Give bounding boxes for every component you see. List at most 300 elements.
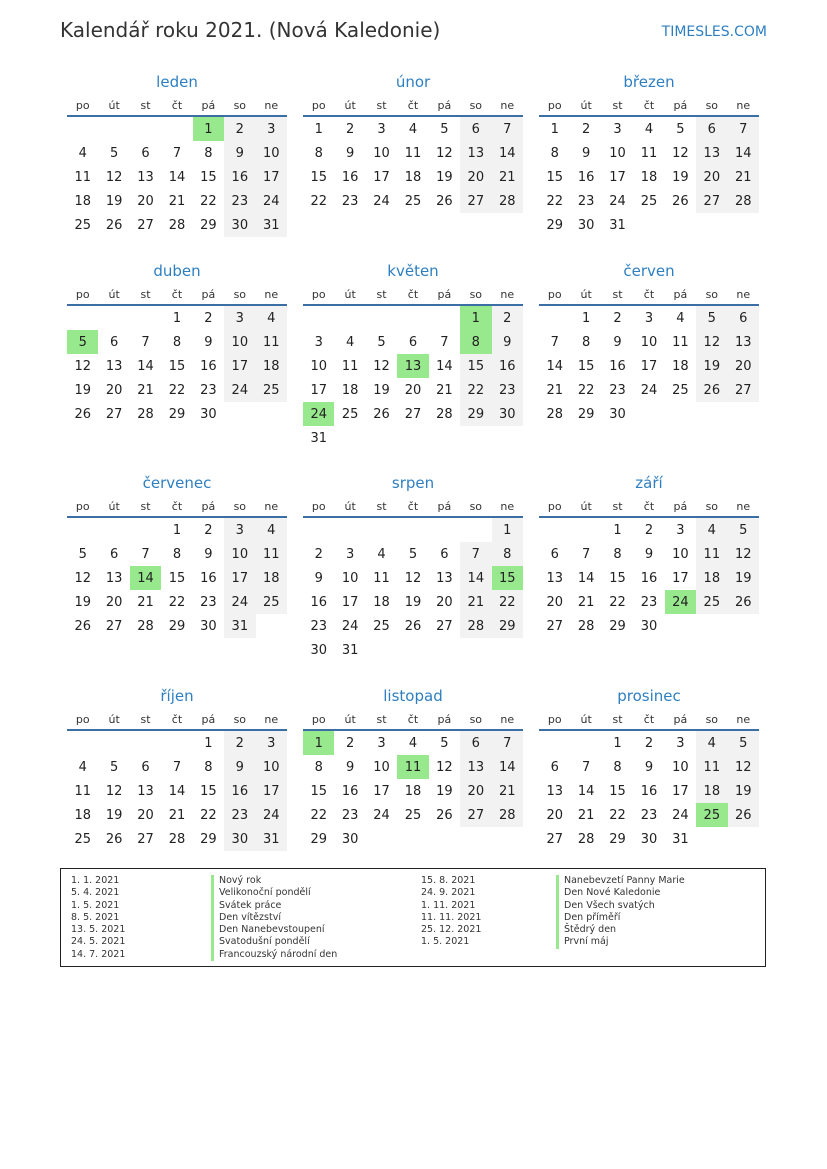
day-cell: 20	[696, 165, 727, 189]
day-cell: 27	[105, 406, 123, 422]
day-cell: 7	[141, 334, 150, 350]
day-cell: 16	[224, 165, 255, 189]
day-cell: 30	[609, 406, 626, 422]
day-cell: 27	[546, 618, 563, 634]
day-cell: 31	[256, 213, 287, 237]
weekday-label: st	[612, 713, 623, 726]
day-cell: 28	[460, 614, 491, 638]
day-cell: 18	[696, 779, 727, 803]
day-cell: 5	[440, 121, 449, 137]
day-cell: 14	[436, 358, 453, 374]
month-name: srpen	[391, 474, 435, 492]
day-cell: 21	[137, 594, 154, 610]
day-cell: 29	[200, 831, 217, 847]
day-cell: 26	[436, 193, 453, 209]
day-cell: 28	[137, 618, 154, 634]
day-cell: 22	[460, 378, 491, 402]
month-block	[539, 73, 759, 237]
day-cell: 2	[613, 310, 622, 326]
day-cell: 28	[492, 189, 523, 213]
day-cell: 10	[609, 145, 626, 161]
day-cell: 13	[546, 570, 563, 586]
day-cell: 22	[200, 193, 217, 209]
day-cell: 2	[581, 121, 591, 137]
day-cell: 1	[581, 310, 591, 326]
day-cell: 19	[74, 594, 91, 610]
day-cell: 7	[440, 334, 449, 350]
day-cell: 26	[74, 618, 91, 634]
day-cell: 14	[168, 783, 186, 799]
empty-cell	[366, 306, 397, 330]
day-cell: 11	[696, 542, 727, 566]
legend-holiday-name: První máj	[556, 936, 685, 948]
day-cell: 30	[341, 831, 359, 847]
weekday-label: po	[547, 288, 562, 301]
day-cell: 19	[74, 382, 91, 398]
day-cell: 31	[672, 831, 689, 847]
day-cell: 9	[314, 570, 323, 586]
weekday-label: čt	[171, 288, 183, 301]
weekday-label: so	[233, 713, 247, 726]
weekday-label: ne	[500, 713, 515, 726]
day-cell: 18	[696, 566, 727, 590]
weekday-label: st	[140, 288, 151, 301]
day-cell: 1	[204, 735, 213, 751]
day-cell: 17	[256, 779, 287, 803]
weekday-label: pá	[437, 99, 452, 112]
day-cell: 23	[224, 189, 255, 213]
month-name: únor	[395, 73, 431, 91]
day-cell: 11	[373, 570, 390, 586]
day-cell: 5	[377, 334, 386, 350]
day-cell: 2	[345, 121, 355, 137]
weekday-label: čt	[643, 500, 655, 513]
day-cell: 11	[341, 358, 359, 374]
legend-date: 24. 9. 2021	[421, 887, 476, 899]
day-cell: 10	[256, 141, 287, 165]
weekday-label: pá	[673, 713, 688, 726]
holiday-day-cell: 1	[460, 306, 491, 330]
day-cell: 21	[577, 807, 595, 823]
legend-holiday-name: Den příměří	[556, 912, 685, 924]
day-cell: 10	[672, 759, 689, 775]
day-cell: 20	[546, 594, 563, 610]
day-cell: 22	[609, 594, 626, 610]
weekday-label: út	[344, 99, 356, 112]
day-cell: 10	[672, 546, 689, 562]
day-cell: 8	[314, 145, 323, 161]
day-cell: 29	[168, 618, 186, 634]
day-cell: 3	[256, 117, 287, 141]
day-cell: 3	[676, 735, 685, 751]
day-cell: 13	[728, 330, 759, 354]
day-cell: 2	[492, 306, 523, 330]
day-cell: 12	[436, 145, 453, 161]
day-cell: 9	[644, 546, 654, 562]
day-cell: 17	[672, 570, 689, 586]
day-cell: 31	[310, 430, 327, 446]
legend-date: 14. 7. 2021	[71, 948, 126, 960]
day-cell: 25	[74, 831, 91, 847]
day-cell: 30	[492, 402, 523, 426]
day-cell: 2	[224, 117, 255, 141]
day-cell: 8	[314, 759, 323, 775]
day-cell: 19	[105, 193, 123, 209]
day-cell: 17	[310, 382, 327, 398]
day-cell: 8	[172, 546, 182, 562]
day-cell: 25	[256, 378, 287, 402]
day-cell: 28	[168, 831, 186, 847]
day-cell: 22	[168, 382, 186, 398]
weekday-label: čt	[407, 99, 419, 112]
day-cell: 19	[404, 594, 422, 610]
day-cell: 15	[168, 358, 186, 374]
weekday-label: so	[705, 99, 719, 112]
day-cell: 21	[168, 193, 186, 209]
weekday-label: so	[233, 99, 247, 112]
weekday-label: po	[547, 99, 562, 112]
weekday-label: čt	[171, 99, 183, 112]
day-cell: 12	[696, 330, 727, 354]
day-cell: 3	[256, 731, 287, 755]
empty-cell	[366, 518, 397, 542]
weekday-label: ne	[264, 500, 279, 513]
legend-holiday-name: Den vítězství	[211, 912, 337, 924]
month-name: září	[635, 474, 663, 492]
day-grid	[303, 518, 523, 662]
day-cell: 16	[310, 594, 327, 610]
day-cell: 5	[78, 546, 87, 562]
day-cell: 29	[609, 618, 626, 634]
weekday-label: čt	[407, 500, 419, 513]
day-cell: 7	[492, 117, 523, 141]
holiday-day-cell: 1	[303, 731, 334, 755]
holiday-day-cell: 24	[303, 402, 334, 426]
day-cell: 4	[676, 310, 685, 326]
day-cell: 23	[200, 382, 217, 398]
day-cell: 8	[492, 542, 523, 566]
day-cell: 7	[581, 546, 591, 562]
holiday-day-cell: 8	[460, 330, 491, 354]
day-cell: 22	[310, 807, 327, 823]
month-block	[303, 73, 523, 213]
holiday-day-cell: 24	[665, 590, 696, 614]
weekday-label: út	[108, 99, 120, 112]
day-cell: 2	[345, 735, 355, 751]
day-cell: 17	[609, 169, 626, 185]
day-cell: 2	[644, 735, 654, 751]
day-cell: 1	[550, 121, 559, 137]
day-cell: 9	[224, 141, 255, 165]
day-cell: 10	[310, 358, 327, 374]
day-cell: 15	[609, 783, 626, 799]
day-cell: 4	[377, 546, 386, 562]
day-cell: 14	[137, 358, 154, 374]
day-cell: 21	[577, 594, 595, 610]
day-cell: 17	[224, 566, 255, 590]
day-cell: 18	[74, 193, 91, 209]
day-cell: 14	[492, 141, 523, 165]
day-cell: 30	[640, 618, 658, 634]
day-cell: 21	[492, 779, 523, 803]
day-cell: 9	[204, 546, 213, 562]
day-cell: 20	[404, 382, 422, 398]
day-cell: 13	[137, 169, 154, 185]
month-name: prosinec	[617, 687, 681, 705]
month-name: květen	[387, 262, 439, 280]
weekday-label: čt	[643, 713, 655, 726]
legend-holiday-name: Velikonoční pondělí	[211, 887, 337, 899]
day-cell: 15	[168, 570, 186, 586]
weekday-header	[303, 499, 523, 516]
day-cell: 6	[109, 334, 119, 350]
weekday-label: út	[580, 500, 592, 513]
day-cell: 2	[644, 522, 654, 538]
day-cell: 9	[492, 330, 523, 354]
day-cell: 5	[109, 759, 119, 775]
empty-cell	[161, 117, 192, 141]
empty-cell	[67, 117, 98, 141]
day-cell: 18	[373, 594, 390, 610]
day-cell: 4	[696, 731, 727, 755]
day-cell: 11	[696, 755, 727, 779]
day-cell: 3	[644, 310, 654, 326]
weekday-label: pá	[201, 99, 216, 112]
day-cell: 12	[436, 759, 453, 775]
weekday-label: pá	[437, 500, 452, 513]
weekday-header	[539, 98, 759, 115]
empty-cell	[539, 306, 570, 330]
day-cell: 23	[640, 807, 658, 823]
empty-cell	[98, 306, 129, 330]
weekday-header	[67, 98, 287, 115]
day-cell: 6	[141, 759, 150, 775]
empty-cell	[397, 306, 428, 330]
weekday-label: čt	[643, 288, 655, 301]
day-cell: 23	[341, 193, 359, 209]
day-cell: 25	[696, 590, 727, 614]
day-cell: 16	[609, 358, 626, 374]
day-cell: 5	[728, 518, 759, 542]
day-cell: 5	[676, 121, 685, 137]
day-cell: 7	[141, 546, 150, 562]
weekday-label: po	[311, 500, 326, 513]
day-cell: 15	[310, 783, 327, 799]
day-cell: 17	[373, 783, 390, 799]
day-cell: 28	[436, 406, 453, 422]
day-cell: 13	[460, 755, 491, 779]
day-cell: 30	[577, 217, 595, 233]
day-cell: 15	[310, 169, 327, 185]
day-cell: 24	[373, 807, 390, 823]
weekday-label: po	[75, 713, 90, 726]
day-cell: 10	[640, 334, 658, 350]
legend-holiday-name: Nový rok	[211, 875, 337, 887]
day-cell: 24	[672, 807, 689, 823]
day-cell: 3	[613, 121, 622, 137]
day-cell: 26	[105, 217, 123, 233]
day-cell: 5	[440, 735, 449, 751]
empty-cell	[130, 518, 161, 542]
day-cell: 5	[109, 145, 119, 161]
day-cell: 18	[341, 382, 359, 398]
weekday-label: so	[233, 288, 247, 301]
day-cell: 13	[436, 570, 453, 586]
day-cell: 18	[672, 358, 689, 374]
weekday-label: st	[612, 500, 623, 513]
day-cell: 13	[696, 141, 727, 165]
day-cell: 19	[672, 169, 689, 185]
day-cell: 1	[613, 735, 622, 751]
legend-date: 8. 5. 2021	[71, 911, 120, 923]
day-cell: 10	[256, 755, 287, 779]
day-cell: 15	[200, 783, 217, 799]
day-cell: 2	[224, 731, 255, 755]
day-cell: 29	[546, 217, 563, 233]
day-cell: 16	[200, 358, 217, 374]
legend-date: 24. 5. 2021	[71, 936, 126, 948]
day-cell: 25	[341, 406, 359, 422]
day-cell: 18	[256, 354, 287, 378]
legend-holiday-name: Den Nové Kaledonie	[556, 887, 685, 899]
day-cell: 6	[696, 117, 727, 141]
day-cell: 25	[640, 193, 658, 209]
day-cell: 9	[345, 145, 355, 161]
weekday-label: pá	[201, 288, 216, 301]
holiday-day-cell: 25	[696, 803, 727, 827]
day-cell: 19	[728, 779, 759, 803]
day-cell: 15	[460, 354, 491, 378]
holiday-day-cell: 14	[130, 566, 161, 590]
day-cell: 11	[404, 145, 422, 161]
day-cell: 24	[640, 382, 658, 398]
day-cell: 22	[200, 807, 217, 823]
weekday-header	[303, 98, 523, 115]
day-cell: 25	[404, 193, 422, 209]
legend-right-dates	[421, 875, 481, 949]
day-cell: 11	[256, 542, 287, 566]
day-cell: 2	[204, 522, 213, 538]
empty-cell	[539, 518, 570, 542]
weekday-label: ne	[736, 99, 751, 112]
brand-link[interactable]: TIMESLES.COM	[661, 24, 767, 40]
day-cell: 20	[137, 807, 154, 823]
day-cell: 4	[408, 735, 418, 751]
day-cell: 29	[609, 831, 626, 847]
month-name: listopad	[383, 687, 443, 705]
holiday-day-cell: 15	[492, 566, 523, 590]
day-cell: 14	[546, 358, 563, 374]
weekday-label: pá	[437, 288, 452, 301]
month-block	[67, 262, 287, 426]
day-cell: 22	[310, 193, 327, 209]
day-cell: 13	[460, 141, 491, 165]
weekday-label: pá	[673, 500, 688, 513]
day-cell: 19	[373, 382, 390, 398]
day-cell: 22	[546, 193, 563, 209]
day-cell: 22	[577, 382, 595, 398]
weekday-label: so	[469, 713, 483, 726]
day-cell: 25	[672, 382, 689, 398]
day-cell: 14	[168, 169, 186, 185]
day-cell: 20	[460, 779, 491, 803]
day-cell: 22	[609, 807, 626, 823]
empty-cell	[67, 731, 98, 755]
empty-cell	[130, 731, 161, 755]
empty-cell	[67, 306, 98, 330]
day-cell: 3	[314, 334, 323, 350]
day-cell: 27	[137, 831, 154, 847]
month-block	[539, 262, 759, 426]
day-cell: 26	[436, 807, 453, 823]
month-block	[539, 687, 759, 851]
day-cell: 10	[224, 330, 255, 354]
day-cell: 6	[408, 334, 418, 350]
day-cell: 20	[546, 807, 563, 823]
day-cell: 11	[672, 334, 689, 350]
legend-date: 1. 11. 2021	[421, 899, 476, 911]
empty-cell	[98, 117, 129, 141]
weekday-label: út	[108, 713, 120, 726]
legend-holiday-name: Štědrý den	[556, 924, 685, 936]
holiday-day-cell: 13	[397, 354, 428, 378]
empty-cell	[334, 306, 365, 330]
day-grid	[67, 117, 287, 237]
day-cell: 29	[200, 217, 217, 233]
day-cell: 19	[436, 783, 453, 799]
day-cell: 4	[345, 334, 355, 350]
day-cell: 13	[105, 570, 123, 586]
day-cell: 17	[341, 594, 359, 610]
month-block	[67, 73, 287, 237]
weekday-header	[67, 712, 287, 729]
day-cell: 14	[577, 783, 595, 799]
day-cell: 2	[204, 310, 213, 326]
holiday-day-cell: 11	[397, 755, 428, 779]
day-cell: 19	[728, 566, 759, 590]
day-cell: 30	[224, 827, 255, 851]
day-cell: 24	[256, 803, 287, 827]
legend-date: 13. 5. 2021	[71, 924, 126, 936]
empty-cell	[303, 518, 334, 542]
day-cell: 26	[672, 193, 689, 209]
day-cell: 23	[200, 594, 217, 610]
weekday-label: po	[547, 713, 562, 726]
day-cell: 25	[404, 807, 422, 823]
day-cell: 4	[644, 121, 654, 137]
weekday-header	[539, 712, 759, 729]
day-cell: 4	[78, 145, 87, 161]
day-cell: 20	[105, 382, 123, 398]
day-cell: 18	[640, 169, 658, 185]
day-cell: 11	[256, 330, 287, 354]
month-block	[303, 262, 523, 450]
weekday-header	[303, 287, 523, 304]
day-cell: 18	[256, 566, 287, 590]
day-cell: 16	[640, 783, 658, 799]
day-grid	[67, 518, 287, 638]
day-cell: 27	[696, 189, 727, 213]
day-cell: 31	[609, 217, 626, 233]
day-cell: 23	[640, 594, 658, 610]
day-cell: 31	[341, 642, 359, 658]
day-cell: 6	[440, 546, 449, 562]
day-cell: 31	[256, 827, 287, 851]
day-cell: 30	[200, 618, 217, 634]
day-grid	[303, 117, 523, 213]
weekday-label: út	[108, 288, 120, 301]
day-cell: 15	[200, 169, 217, 185]
